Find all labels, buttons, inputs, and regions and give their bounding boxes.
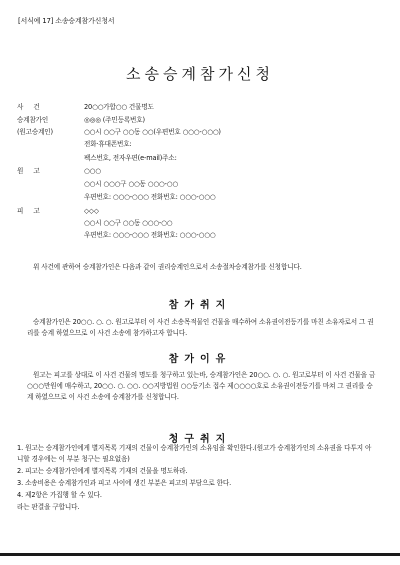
defendant-postcode: 우편번호: ○○○-○○○ 전화번호: ○○○-○○○ (84, 231, 216, 239)
participant-name: ◎◎◎ (주민등록번호) (84, 116, 145, 124)
participant-address: ○○시 ○○구 ○○동 ○○(우편번호 ○○○-○○○) (84, 128, 221, 136)
plaintiff-address: ○○시 ○○○구 ○○동 ○○○-○○ (84, 180, 178, 188)
participant-fax: 팩스번호, 전자우편(e-mail)주소: (84, 154, 177, 162)
claim-item: 2. 피고는 승계참가인에게 별지목록 기재의 건물을 명도하라. (17, 467, 188, 475)
claim-item: 4. 제2항은 가집행 할 수 있다. (17, 491, 102, 499)
plaintiff-name: ○○○ (84, 167, 101, 175)
claim-conclusion: 라는 판결을 구합니다. (17, 503, 80, 511)
claim-heading: 청구취지 (168, 434, 232, 445)
plaintiff-label: 원고 (17, 167, 50, 175)
participant-sublabel: (원고승계인) (17, 128, 53, 136)
defendant-name: ◇◇◇ (84, 207, 99, 215)
participant-label: 승계참가인 (17, 116, 49, 124)
document-title: 소송승계참가신청 (126, 65, 274, 83)
case-label: 사건 (17, 103, 50, 111)
claim-item: 1. 원고는 승계참가인에게 별지목록 기재의 건물이 승계참가인의 소유임을 확인한다.(원고가 승계참가인의 소유권을 다투지 아니할 경우에는 이 부분 청구는 필요없음) (17, 444, 372, 463)
plaintiff-postcode: 우편번호: ○○○-○○○ 전화번호: ○○○-○○○ (84, 193, 216, 201)
case-value: 20○○가합○○ 건물명도 (84, 103, 154, 111)
reason-heading: 참가이유 (168, 354, 232, 365)
purpose-heading: 참가취지 (168, 300, 232, 311)
form-number: [서식예 17] 소송승계참가신청서 (18, 17, 115, 25)
claim-item: 3. 소송비용은 승계참가인과 피고 사이에 생긴 부분은 피고의 부담으로 한다. (17, 479, 232, 487)
defendant-address: ○○시 ○○구 ○○동 ○○○-○○ (84, 219, 173, 227)
reason-paragraph: 원고는 피고를 상대로 이 사건 건물의 명도를 청구하고 있는바, 승계참가인은 20○○. ○. ○. 원고로부터 이 사건 건물을 금 ○○○만원에 매수하고, 20○○. ○. ○○. ○○지방법원 ○○등기소 접수 제○○○○호로 소유권이전등기를 마쳐 그 권리를 승계 하였으므로 이 사건 소송에 승계참가를 신청합니다. (27, 371, 376, 401)
page-bottom-rule (0, 553, 400, 556)
intro-paragraph: 위 사건에 관하여 승계참가인은 다음과 같이 권리승계인으로서 소송절차승계참가를 신청합니다. (33, 263, 302, 271)
participant-phone: 전화·휴대폰번호: (84, 140, 132, 148)
defendant-label: 피고 (17, 207, 50, 215)
purpose-paragraph: 승계참가인은 20○○. ○. ○. 원고로부터 이 사건 소송목적물인 건물을 매수하여 소유권이전등기를 마친 소유자로서 그 권리를 승계 하였으므로 이 사건 소송에 참가하고자 합니다. (27, 318, 374, 337)
